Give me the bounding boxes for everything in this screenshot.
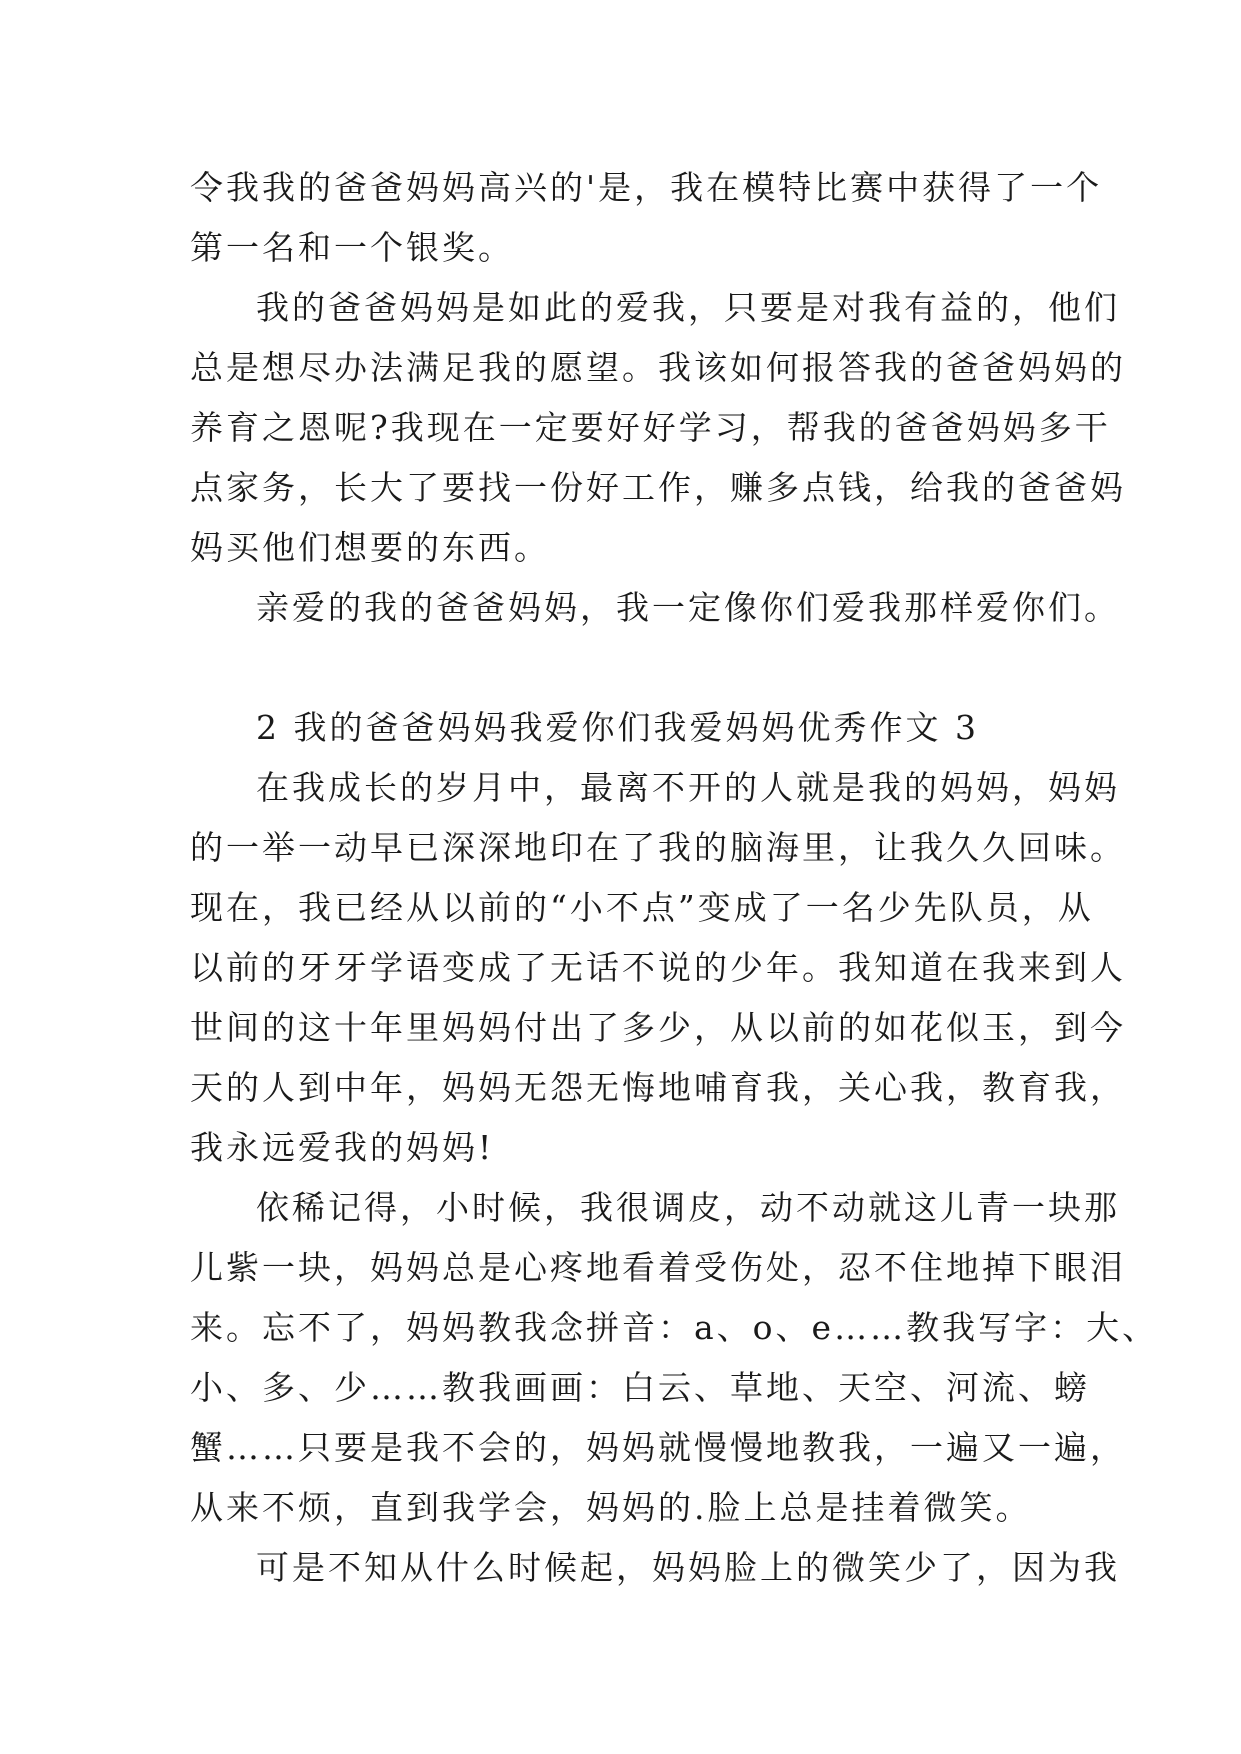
text-line: 可是不知从什么时候起，妈妈脸上的微笑少了，因为我 xyxy=(256,1548,1120,1587)
text-line: 来。忘不了，妈妈教我念拼音：a、o、e……教我写字：大、 xyxy=(190,1308,1159,1347)
text-line: 令我我的爸爸妈妈高兴的'是，我在模特比赛中获得了一个 xyxy=(190,168,1103,207)
text-line: 世间的这十年里妈妈付出了多少，从以前的如花似玉，到今 xyxy=(190,1008,1126,1047)
text-line: 现在，我已经从以前的“小不点”变成了一名少先队员，从 xyxy=(190,888,1094,927)
paragraph-1 xyxy=(190,158,1103,278)
text-line: 第一名和一个银奖。 xyxy=(190,228,514,267)
text-line: 妈买他们想要的东西。 xyxy=(190,528,550,567)
paragraph-2 xyxy=(190,278,1126,578)
text-line: 养育之恩呢?我现在一定要好好学习，帮我的爸爸妈妈多干 xyxy=(190,408,1111,447)
text-line: 儿紫一块，妈妈总是心疼地看着受伤处，忍不住地掉下眼泪 xyxy=(190,1248,1126,1287)
paragraph-4 xyxy=(190,758,1126,1178)
text-line: 天的人到中年，妈妈无怨无悔地哺育我，关心我，教育我， xyxy=(190,1068,1126,1107)
text-line: 依稀记得，小时候，我很调皮，动不动就这儿青一块那 xyxy=(256,1188,1120,1227)
document-body xyxy=(190,158,1159,1598)
text-line: 小、多、少……教我画画：白云、草地、天空、河流、螃 xyxy=(190,1368,1090,1407)
text-line: 蟹……只要是我不会的，妈妈就慢慢地教我，一遍又一遍， xyxy=(190,1428,1126,1467)
text-line: 点家务，长大了要找一份好工作，赚多点钱，给我的爸爸妈 xyxy=(190,468,1126,507)
text-line: 亲爱的我的爸爸妈妈，我一定像你们爱我那样爱你们。 xyxy=(256,588,1120,627)
paragraph-5 xyxy=(190,1178,1159,1538)
section-gap xyxy=(190,638,1070,698)
paragraph-6 xyxy=(190,1538,1120,1598)
text-line: 的一举一动早已深深地印在了我的脑海里，让我久久回味。 xyxy=(190,828,1126,867)
text-line: 我永远爱我的妈妈! xyxy=(190,1128,495,1167)
text-line: 我的爸爸妈妈是如此的爱我，只要是对我有益的，他们 xyxy=(256,288,1120,327)
section-heading: 2 我的爸爸妈妈我爱你们我爱妈妈优秀作文 3 xyxy=(256,708,979,747)
text-line: 从来不烦，直到我学会，妈妈的.脸上总是挂着微笑。 xyxy=(190,1488,1032,1527)
text-line: 以前的牙牙学语变成了无话不说的少年。我知道在我来到人 xyxy=(190,948,1126,987)
text-line: 总是想尽办法满足我的愿望。我该如何报答我的爸爸妈妈的 xyxy=(190,348,1126,387)
paragraph-3 xyxy=(190,578,1120,638)
text-line: 在我成长的岁月中，最离不开的人就是我的妈妈，妈妈 xyxy=(256,768,1120,807)
